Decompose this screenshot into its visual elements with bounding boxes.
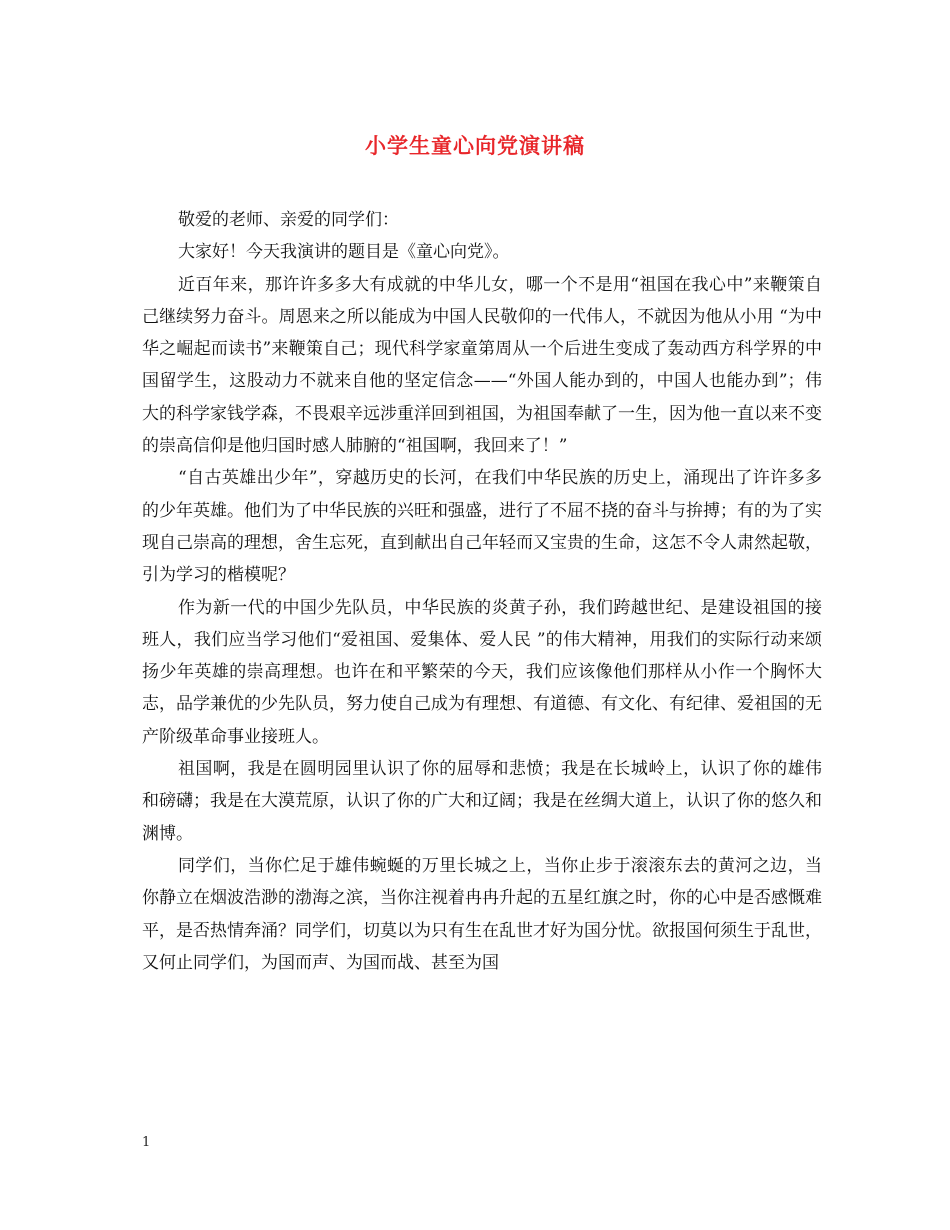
paragraph-greeting: 敬爱的老师、亲爱的同学们： [178,210,399,230]
paragraph-young-pioneers: 作为新一代的中国少先队员，中华民族的炎黄子孙，我们跨越世纪、是建设祖国的接班人，我们应当学习他们“爱祖国、爱集体、爱人民 ”的伟大精神，用我们的实际行动来颂扬少年英雄的崇高理想。也许在和平繁荣的今天，我们应该像他们那样从小作一个胸怀大志，品学兼优的少先队员，努力使自己成为有理想、有道德、有文化、有纪律、爱祖国的无产阶级革命事业接班人。 [142,597,822,747]
document-title: 小学生童心向党演讲稿 [365,133,585,158]
paragraph-intro: 大家好！今天我演讲的题目是《童心向党》。 [178,242,510,263]
paragraph-heroes-of-century: 近百年来，那许许多多大有成就的中华儿女，哪一个不是用“祖国在我心中”来鞭策自己继续努力奋斗。周恩来之所以能成为中国人民敬仰的一代伟人，不就因为他从小用 “为中华之崛起而读书”来鞭策自己；现代科学家童第周从一个后进生变成了轰动西方科学界的中国留学生，这股动力不就来自他的坚定信念——“外国人能办到的，中国人也能办到”；伟大的科学家钱学森，不畏艰辛远涉重洋回到祖国，为祖国奉献了一生，因为他一直以来不变的崇高信仰是他归国时感人肺腑的“祖国啊，我回来了！” [142,274,822,457]
paragraph-classmates: 同学们，当你伫足于雄伟蜿蜒的万里长城之上，当你止步于滚滚东去的黄河之边，当你静立在烟波浩渺的渤海之滨，当你注视着冉冉升起的五星红旗之时，你的心中是否感慨难平，是否热情奔涌？同学们，切莫以为只有生在乱世才好为国分忧。欲报国何须生于乱世，又何止同学们，为国而声、为国而战、甚至为国 [142,855,822,973]
page-number: 1 [142,1135,151,1150]
paragraph-young-heroes: “自古英雄出少年”，穿越历史的长河，在我们中华民族的历史上，涌现出了许许多多的少年英雄。他们为了中华民族的兴旺和强盛，进行了不屈不挠的奋斗与拚搏；有的为了实现自己崇高的理想，舍生忘死，直到献出自己年轻而又宝贵的生命，这怎不令人肃然起敬，引为学习的楷模呢？ [142,468,822,586]
document-body [142,204,822,979]
paragraph-motherland: 祖国啊，我是在圆明园里认识了你的屈辱和悲愤；我是在长城岭上，认识了你的雄伟和磅礴；我是在大漠荒原，认识了你的广大和辽阔；我是在丝绸大道上，认识了你的悠久和渊博。 [142,759,822,844]
